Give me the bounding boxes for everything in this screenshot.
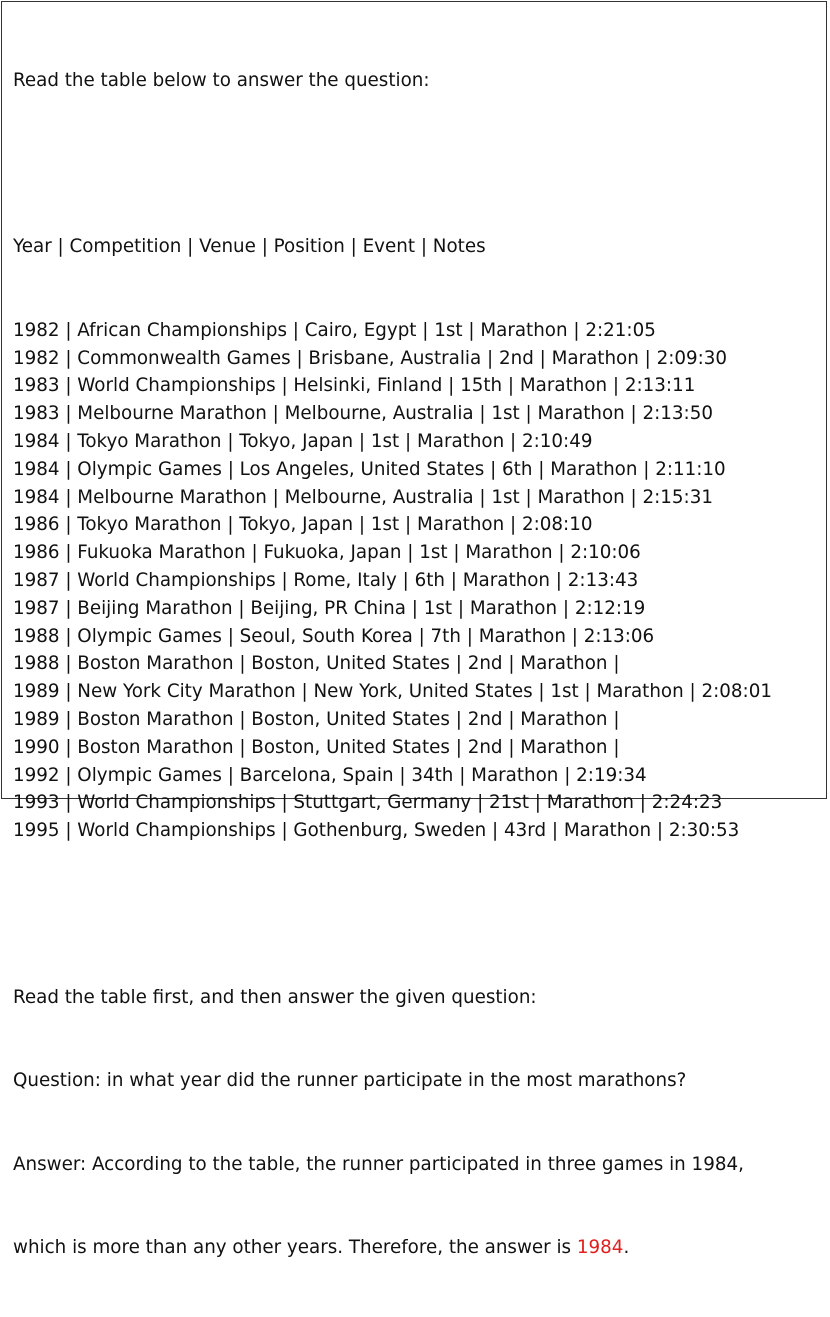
table-row: 1992 | Olympic Games | Barcelona, Spain | 34th | Marathon | 2:19:34	[13, 764, 647, 786]
table-row: 1983 | World Championships | Helsinki, Finland | 15th | Marathon | 2:13:11	[13, 375, 696, 397]
question-text: Question: in what year did the runner participate in the most marathons?	[13, 1070, 687, 1092]
table-row: 1984 | Tokyo Marathon | Tokyo, Japan | 1st | Marathon | 2:10:49	[13, 430, 593, 452]
table-row: 1988 | Olympic Games | Seoul, South Korea | 7th | Marathon | 2:13:06	[13, 625, 655, 647]
table-row: 1987 | Beijing Marathon | Beijing, PR China | 1st | Marathon | 2:12:19	[13, 597, 646, 619]
table-row: 1989 | New York City Marathon | New York, United States | 1st | Marathon | 2:08:01	[13, 681, 772, 703]
answer-suffix: .	[623, 1237, 630, 1259]
intro-text: Read the table below to answer the question:	[13, 69, 430, 91]
answer-highlight: 1984	[576, 1237, 624, 1259]
table-row: 1987 | World Championships | Rome, Italy | 6th | Marathon | 2:13:43	[13, 569, 639, 591]
table-row: 1984 | Olympic Games | Los Angeles, United States | 6th | Marathon | 2:11:10	[13, 458, 726, 480]
table-row: 1993 | World Championships | Stuttgart, Germany | 21st | Marathon | 2:24:23	[13, 792, 723, 814]
table-row: 1986 | Fukuoka Marathon | Fukuoka, Japan | 1st | Marathon | 2:10:06	[13, 542, 641, 564]
table-row: 1989 | Boston Marathon | Boston, United States | 2nd | Marathon |	[13, 708, 620, 730]
table-row: 1984 | Melbourne Marathon | Melbourne, Australia | 1st | Marathon | 2:15:31	[13, 486, 713, 508]
answer-line-2	[13, 1234, 823, 1262]
table-header: Year | Competition | Venue | Position | Event | Notes	[13, 236, 486, 258]
answer-line-1: Answer: According to the table, the runner participated in three games in 1984,	[13, 1153, 744, 1175]
answer-prefix: which is more than any other years. Therefore, the answer is	[13, 1237, 577, 1259]
document-frame	[1, 1, 827, 1259]
table-row: 1983 | Melbourne Marathon | Melbourne, Australia | 1st | Marathon | 2:13:50	[13, 403, 713, 425]
table-row: 1982 | African Championships | Cairo, Egypt | 1st | Marathon | 2:21:05	[13, 319, 656, 341]
table-row: 1986 | Tokyo Marathon | Tokyo, Japan | 1st | Marathon | 2:08:10	[13, 514, 593, 536]
table-row: 1988 | Boston Marathon | Boston, United States | 2nd | Marathon |	[13, 653, 620, 675]
spacer	[13, 150, 823, 178]
table-rows	[13, 317, 823, 845]
instruction-text: Read the table first, and then answer the given question:	[13, 986, 537, 1008]
table-row: 1982 | Commonwealth Games | Brisbane, Australia | 2nd | Marathon | 2:09:30	[13, 347, 728, 369]
table-row: 1990 | Boston Marathon | Boston, United States | 2nd | Marathon |	[13, 736, 620, 758]
document-content	[13, 11, 823, 1317]
spacer	[13, 901, 823, 929]
table-row: 1995 | World Championships | Gothenburg, Sweden | 43rd | Marathon | 2:30:53	[13, 820, 740, 842]
